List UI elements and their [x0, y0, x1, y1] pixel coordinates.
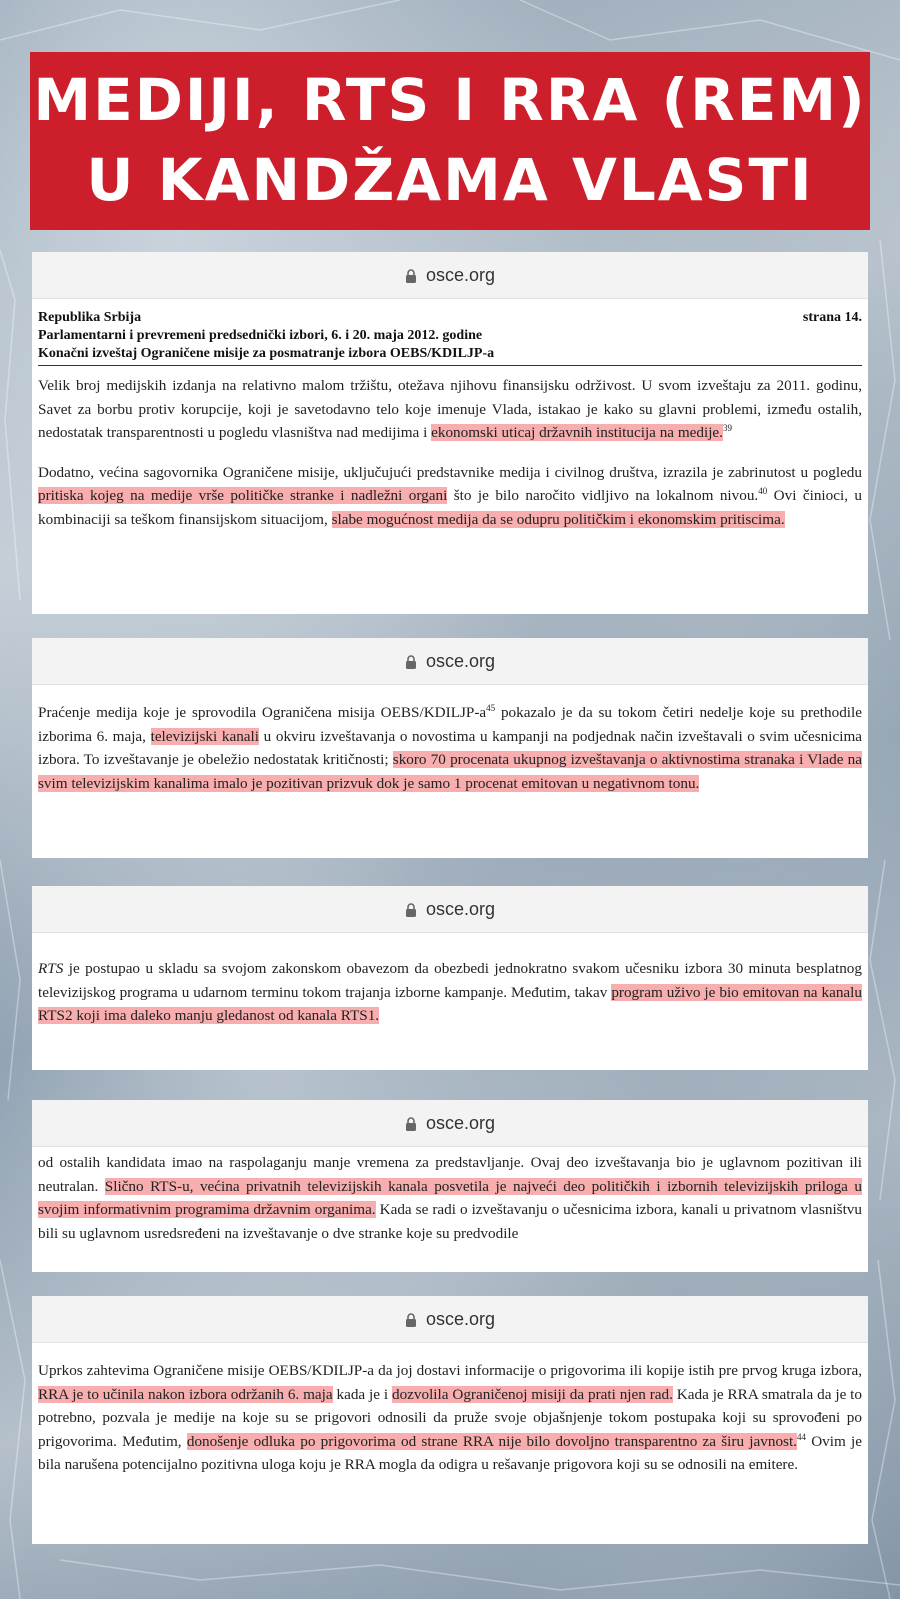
text-run: Dodatno, većina sagovornika Ograničene misije, uključujući predstavnike medija i civilnog društva, izrazila je zabrinutost u pogledu — [38, 463, 862, 481]
lock-icon — [405, 269, 417, 283]
excerpt-body — [32, 299, 868, 537]
url-text: osce.org — [425, 1308, 496, 1329]
text-run: kada je i — [332, 1385, 392, 1403]
header-page-number: strana 14. — [802, 310, 862, 325]
highlighted-text: televizijski kanali — [150, 727, 259, 745]
url-bar[interactable] — [32, 1100, 868, 1147]
url-text: osce.org — [425, 1112, 496, 1133]
url-text: osce.org — [425, 650, 496, 671]
text-run: Ovi činioci, u kombinaciji sa teškom finansijskom situacijom, — [38, 487, 863, 528]
text-run: Velik broj medijskih izdanja na relativno malom tržištu, otežava njihovu finansijsku održivost. U svom izveštaju za 2011. godinu, Savet za borbu protiv korupcije, koji je savetodavno telo koje imenuje Vlada, istakao je kako su glavni problemi, između ostalih, nedostatak transparentnosti u pogledu vlasništva nad medijima i — [38, 377, 862, 441]
excerpt-card-4 — [32, 1100, 868, 1272]
footnote-ref: 45 — [486, 702, 496, 713]
excerpt-card-5 — [32, 1296, 868, 1544]
italic-text: RTS — [38, 960, 64, 977]
footnote-ref: 39 — [722, 422, 732, 433]
banner-title-line-2: U KANDŽAMA VLASTI — [86, 146, 814, 214]
url-bar[interactable] — [32, 886, 868, 933]
text-run: Ovim je bila narušena potencijalno pozitivna uloga koju je RRA mogla da odigra u rešavanje prigovora koji su se odnosili na emitere. — [38, 1432, 863, 1473]
text-run: pokazalo je da su tokom četiri nedelje koje su prethodile izborima 6. maja, — [38, 704, 862, 745]
url-bar[interactable] — [32, 1296, 868, 1343]
excerpt-body — [32, 933, 868, 1034]
text-run: Uprkos zahtevima Ograničene misije OEBS/KDILJP-a da joj dostavi informacije o prigovorima ili kopije istih pre prvog kruga izbora, — [38, 1362, 862, 1379]
header-country: Republika Srbija — [38, 310, 142, 325]
paragraph — [38, 701, 862, 795]
url-text: osce.org — [425, 898, 496, 919]
footnote-ref: 40 — [758, 485, 768, 496]
lock-icon — [405, 1117, 417, 1131]
url-text: osce.org — [425, 264, 496, 285]
text-run: što je bilo naročito vidljivo na lokalnom nivou. — [447, 487, 759, 504]
highlighted-text: donošenje odluka po prigovorima od strane RRA nije bilo dovoljno transparentno za širu javnost. — [186, 1432, 797, 1450]
highlighted-text: pritiska kojeg na medije vrše političke stranke i nadležni organi — [38, 487, 448, 504]
excerpt-body — [32, 1147, 868, 1275]
url-bar[interactable] — [32, 638, 868, 685]
lock-icon — [405, 903, 417, 917]
text-run: Praćenje medija koje je sprovodila Ograničena misija OEBS/KDILJP-a — [38, 704, 487, 721]
highlighted-text: ekonomski uticaj državnih institucija na medije. — [431, 424, 723, 441]
highlighted-text: RRA je to učinila nakon izbora održanih 6. maja — [38, 1385, 333, 1403]
paragraph — [38, 1151, 862, 1245]
title-banner — [30, 52, 870, 230]
header-report: Konačni izveštaj Ograničene misije za posmatranje izbora OEBS/KDILJP-a — [38, 346, 495, 361]
text-run: Kada se radi o izveštavanju o učesnicima izbora, kanali u privatnom vlasništvu bili su uglavnom usredsređeni na izveštavanje o dve stranke koje su predvodile — [38, 1201, 862, 1242]
highlighted-text: dozvolila Ograničenoj misiji da prati njen rad. — [391, 1385, 673, 1403]
excerpt-body — [32, 1343, 868, 1483]
banner-title-line-1: MEDIJI, RTS I RRA (REM) — [33, 66, 867, 134]
excerpt-card-1 — [32, 252, 868, 614]
highlighted-text: slabe mogućnost medija da se odupru političkim i ekonomskim pritiscima. — [331, 510, 785, 528]
document-header — [38, 309, 862, 366]
lock-icon — [405, 655, 417, 669]
text-run: u okviru izveštavanja o novostima u kampanji na podjednak način izveštavali o svim učesnicima izbora. To izveštavanje je obeležio nedostatak kritičnosti; — [38, 727, 863, 768]
header-election: Parlamentarni i prevremeni predsednički izbori, 6. i 20. maja 2012. godine — [38, 328, 483, 343]
paragraph — [38, 1359, 862, 1477]
footnote-ref: 44 — [796, 1431, 806, 1442]
text-run: od ostalih kandidata imao na raspolaganju manje vremena za predstavljanje. Ovaj deo izveštavanja bio je uglavnom pozitivan ili neutralan. — [38, 1154, 862, 1195]
highlighted-text: skoro 70 procenata ukupnog izveštavanja o aktivnostima stranaka i Vlade na svim televizijskim kanalima imalo je pozitivan prizvuk dok je samo 1 procenat emitovan u negativnom tonu. — [38, 751, 862, 792]
text-run: Kada je RRA smatrala da je to potrebno, pozvala je medije na koje su se prigovori odnosili da pruže svoje objašnjenje tokom postupaka koji su sprovođeni po prigovorima. Međutim, — [38, 1385, 863, 1450]
excerpt-card-3 — [32, 886, 868, 1070]
paragraph — [38, 461, 862, 532]
excerpt-card-2 — [32, 638, 868, 858]
paragraph — [38, 957, 862, 1028]
text-run: je postupao u skladu sa svojom zakonskom obavezom da obezbedi jednokratno svakom učesniku izbora 30 minuta besplatnog televizijskog programa u udarnom terminu tokom trajanja izborne kampanje. Međutim, takav — [38, 960, 862, 1001]
url-bar[interactable] — [32, 252, 868, 299]
excerpt-body — [32, 685, 868, 801]
lock-icon — [405, 1313, 417, 1327]
highlighted-text: program uživo je bio emitovan na kanalu RTS2 koji ima daleko manju gledanost od kanala RTS1. — [38, 983, 862, 1024]
highlighted-text: Slično RTS-u, većina privatnih televizijskih kanala posvetila je najveći deo političkih i izbornih televizijskih priloga u svojim informativnim programima državnim organima. — [38, 1177, 862, 1218]
paragraph — [38, 374, 862, 445]
